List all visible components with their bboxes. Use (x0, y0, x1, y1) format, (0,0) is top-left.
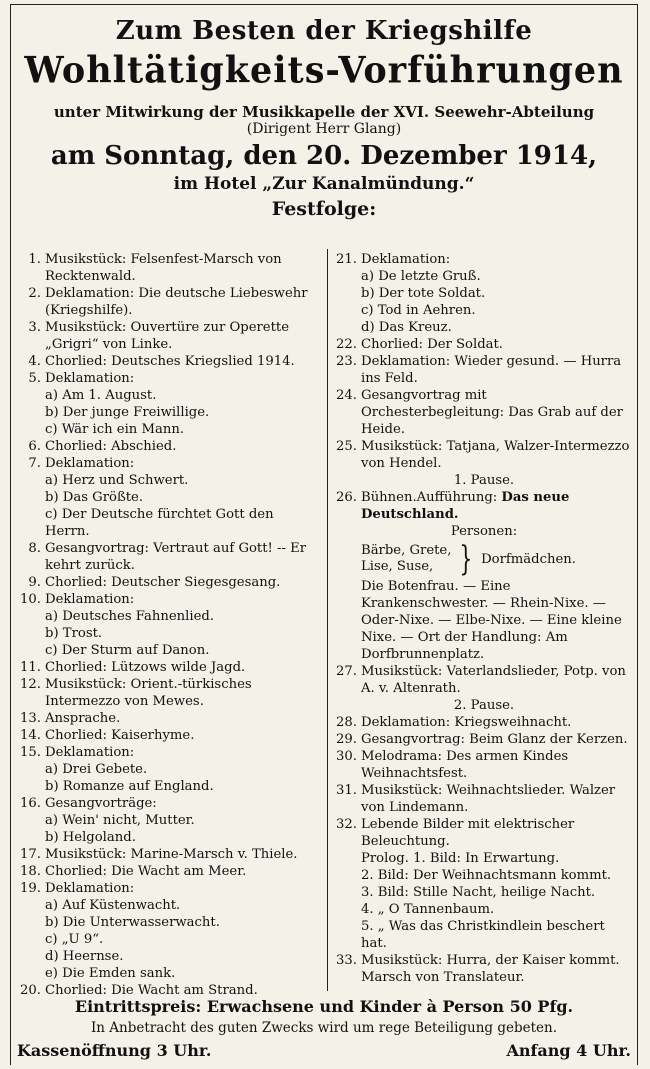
sub-item: b) Das Größte. (45, 490, 144, 505)
item-number: 15. (20, 745, 41, 760)
item-number: 29. (336, 732, 357, 747)
item-text: Ansprache. (45, 711, 121, 726)
header-participation: unter Mitwirkung der Musikkapelle der XVI. Seewehr-Abteilung (53, 103, 595, 121)
sub-item: a) Am 1. August. (45, 388, 157, 403)
program-item (19, 251, 319, 285)
tableau-item: Prolog. 1. Bild: In Erwartung. (361, 851, 560, 866)
item-text: Musikstück: Hurra, der Kaiser kommt. Marsch von Translateur. (361, 953, 620, 985)
item-number: 14. (20, 728, 41, 743)
item-text: Musikstück: Vaterlandslieder, Potp. von A. v. Altenrath. (361, 664, 626, 696)
item-number: 27. (336, 664, 357, 679)
item-text: Chorlied: Abschied. (45, 439, 177, 454)
item-number: 28. (336, 715, 357, 730)
program-item (19, 353, 319, 370)
program-item (19, 319, 319, 353)
program-item (335, 251, 633, 268)
tableau-item: 5. „ Was das Christkindlein beschert hat. (361, 919, 605, 951)
program-item (19, 591, 319, 608)
participation-note: In Anbetracht des guten Zwecks wird um rege Beteiligung gebeten. (90, 1020, 558, 1036)
brace-icon: } (459, 539, 473, 579)
pause-label: 2. Pause. (453, 698, 515, 713)
header-program-title: Festfolge: (271, 198, 377, 220)
item-text: Gesangvortrag: Vertraut auf Gott! -- Er kehrt zurück. (45, 541, 307, 573)
cast-list: Die Botenfrau. — Eine Krankenschwester. — Rhein-Nixe. — Oder-Nixe. — Elbe-Nixe. — Eine kleine Nixe. — Ort der Handlung: Am Dorfbrunnenplatz. (361, 579, 622, 662)
item-number: 16. (20, 796, 41, 811)
sub-item: c) Tod in Aehren. (361, 303, 476, 318)
item-text: Chorlied: Lützows wilde Jagd. (45, 660, 246, 675)
header-venue: im Hotel „Zur Kanalmündung.“ (173, 174, 475, 194)
cast-group (335, 539, 633, 579)
item-text: Deklamation: (45, 745, 135, 760)
times-row (11, 1037, 637, 1061)
program-item (19, 863, 319, 880)
sub-item: b) Der tote Soldat. (361, 286, 486, 301)
cast-names-line: Lise, Suse, (361, 559, 434, 574)
item-number: 12. (20, 677, 41, 692)
item-text: Chorlied: Deutsches Kriegslied 1914. (45, 354, 295, 369)
item-text: Deklamation: Die deutsche Liebeswehr (Kriegshilfe). (45, 286, 308, 318)
box-office-time: Kassenöffnung 3 Uhr. (17, 1041, 212, 1060)
item-text: Deklamation: (45, 881, 135, 896)
item-text: Musikstück: Marine-Marsch v. Thiele. (45, 847, 298, 862)
sub-item: b) Der junge Freiwillige. (45, 405, 210, 420)
program-item (19, 574, 319, 591)
item-text: Gesangvortrag mit Orchesterbegleitung: Das Grab auf der Heide. (361, 388, 623, 437)
item-number: 26. (336, 490, 357, 505)
cast-names-line: Bärbe, Grete, (361, 543, 452, 558)
program-item (19, 846, 319, 863)
item-text: Chorlied: Deutscher Siegesgesang. (45, 575, 281, 590)
program-item (335, 663, 633, 697)
sub-item: e) Die Emden sank. (45, 966, 176, 981)
sub-item: c) Der Sturm auf Danon. (45, 643, 210, 658)
item-text: Musikstück: Orient.-türkisches Intermezzo von Mewes. (45, 677, 252, 709)
header-benefit-line: Zum Besten der Kriegshilfe (115, 16, 533, 46)
sub-item: a) Drei Gebete. (45, 762, 148, 777)
sub-item: a) De letzte Gruß. (361, 269, 481, 284)
cast-role: Dorfmädchen. (481, 551, 576, 567)
item-text: Chorlied: Die Wacht am Meer. (45, 864, 247, 879)
item-number: 19. (20, 881, 41, 896)
program-item (335, 748, 633, 782)
pause-label: 1. Pause. (453, 473, 515, 488)
item-number: 22. (336, 337, 357, 352)
item-number: 25. (336, 439, 357, 454)
program-left-column (19, 251, 319, 999)
program-item (335, 952, 633, 986)
sub-item: d) Das Kreuz. (361, 320, 452, 335)
item-number: 2. (28, 286, 41, 301)
sub-item: b) Romanze auf England. (45, 779, 214, 794)
item-number: 20. (20, 983, 41, 998)
item-text: Lebende Bilder mit elektrischer Beleuchtung. (361, 817, 575, 849)
tableau-item: 3. Bild: Stille Nacht, heilige Nacht. (361, 885, 596, 900)
sub-item: a) Wein' nicht, Mutter. (45, 813, 195, 828)
sub-item: a) Deutsches Fahnenlied. (45, 609, 215, 624)
program-item (19, 659, 319, 676)
item-number: 21. (336, 252, 357, 267)
item-number: 1. (28, 252, 41, 267)
item-number: 17. (20, 847, 41, 862)
item-text: Chorlied: Der Soldat. (361, 337, 504, 352)
header-main-title: Wohltätigkeits-Vorführungen (24, 48, 624, 92)
item-number: 11. (20, 660, 41, 675)
item-text: Musikstück: Weihnachtslieder. Walzer von Lindemann. (361, 783, 616, 815)
item-text: Chorlied: Kaiserhyme. (45, 728, 195, 743)
program-item (19, 540, 319, 574)
item-text: Melodrama: Des armen Kindes Weihnachtsfest. (361, 749, 569, 781)
admission-price: Eintrittspreis: Erwachsene und Kinder à Person 50 Pfg. (74, 997, 574, 1016)
item-number: 32. (336, 817, 357, 832)
item-text: Musikstück: Felsenfest-Marsch von Recktenwald. (45, 252, 282, 284)
program-item (335, 782, 633, 816)
program-right-column (335, 251, 633, 986)
item-text: Gesangvortrag: Beim Glanz der Kerzen. (361, 732, 628, 747)
program-item (335, 714, 633, 731)
program-item (335, 438, 633, 472)
sub-item: a) Herz und Schwert. (45, 473, 189, 488)
sub-item: d) Heernse. (45, 949, 124, 964)
program-item (335, 336, 633, 353)
program-item (335, 489, 633, 523)
item-number: 4. (28, 354, 41, 369)
item-number: 33. (336, 953, 357, 968)
sub-item: b) Die Unterwasserwacht. (45, 915, 220, 930)
program-item (19, 285, 319, 319)
item-text: Gesangvorträge: (45, 796, 157, 811)
item-number: 23. (336, 354, 357, 369)
program-item (19, 795, 319, 812)
program-item (335, 387, 633, 438)
sub-item: a) Auf Küstenwacht. (45, 898, 181, 913)
sub-item: c) Wär ich ein Mann. (45, 422, 185, 437)
program-item (335, 816, 633, 850)
item-number: 9. (28, 575, 41, 590)
header-conductor: (Dirigent Herr Glang) (246, 121, 402, 137)
item-number: 5. (28, 371, 41, 386)
program-item (19, 727, 319, 744)
stage-performance-label: Bühnen.Aufführung: (361, 490, 498, 505)
program-item (19, 880, 319, 897)
program-item (19, 744, 319, 761)
item-number: 3. (28, 320, 41, 335)
program-item (19, 370, 319, 387)
item-text: Deklamation: (45, 592, 135, 607)
program-columns (11, 251, 637, 998)
header-date: am Sonntag, den 20. Dezember 1914, (50, 141, 598, 171)
program-item (19, 455, 319, 472)
item-text: Deklamation: Wieder gesund. — Hurra ins Feld. (361, 354, 622, 386)
announcement-page (10, 4, 638, 1065)
item-number: 7. (28, 456, 41, 471)
play-title: Das neue Deutschland. (361, 490, 570, 522)
start-time: Anfang 4 Uhr. (506, 1041, 631, 1060)
tableau-item: 4. „ O Tannenbaum. (361, 902, 495, 917)
item-number: 6. (28, 439, 41, 454)
item-text: Chorlied: Die Wacht am Strand. (45, 983, 258, 998)
item-number: 8. (28, 541, 41, 556)
cast-names (361, 543, 451, 575)
item-text: Deklamation: (45, 456, 135, 471)
sub-item: b) Trost. (45, 626, 103, 641)
item-text (361, 489, 633, 523)
item-text: Musikstück: Tatjana, Walzer-Intermezzo von Hendel. (361, 439, 630, 471)
program-item (335, 353, 633, 387)
program-item (19, 710, 319, 727)
item-number: 24. (336, 388, 357, 403)
item-text: Deklamation: Kriegsweihnacht. (361, 715, 572, 730)
item-number: 13. (20, 711, 41, 726)
program-item (19, 438, 319, 455)
sub-item: c) Der Deutsche fürchtet Gott den Herrn. (45, 507, 274, 539)
program-item (335, 731, 633, 748)
item-number: 10. (20, 592, 41, 607)
footer (11, 997, 637, 1061)
item-text: Deklamation: (45, 371, 135, 386)
sub-item: b) Helgoland. (45, 830, 136, 845)
item-number: 30. (336, 749, 357, 764)
item-number: 31. (336, 783, 357, 798)
tableau-item: 2. Bild: Der Weihnachtsmann kommt. (361, 868, 612, 883)
item-text: Musikstück: Ouvertüre zur Operette „Grigri“ von Linke. (45, 320, 290, 352)
cast-heading: Personen: (450, 524, 518, 539)
item-text: Deklamation: (361, 252, 451, 267)
program-item (19, 676, 319, 710)
item-number: 18. (20, 864, 41, 879)
sub-item: c) „U 9“. (45, 932, 104, 947)
